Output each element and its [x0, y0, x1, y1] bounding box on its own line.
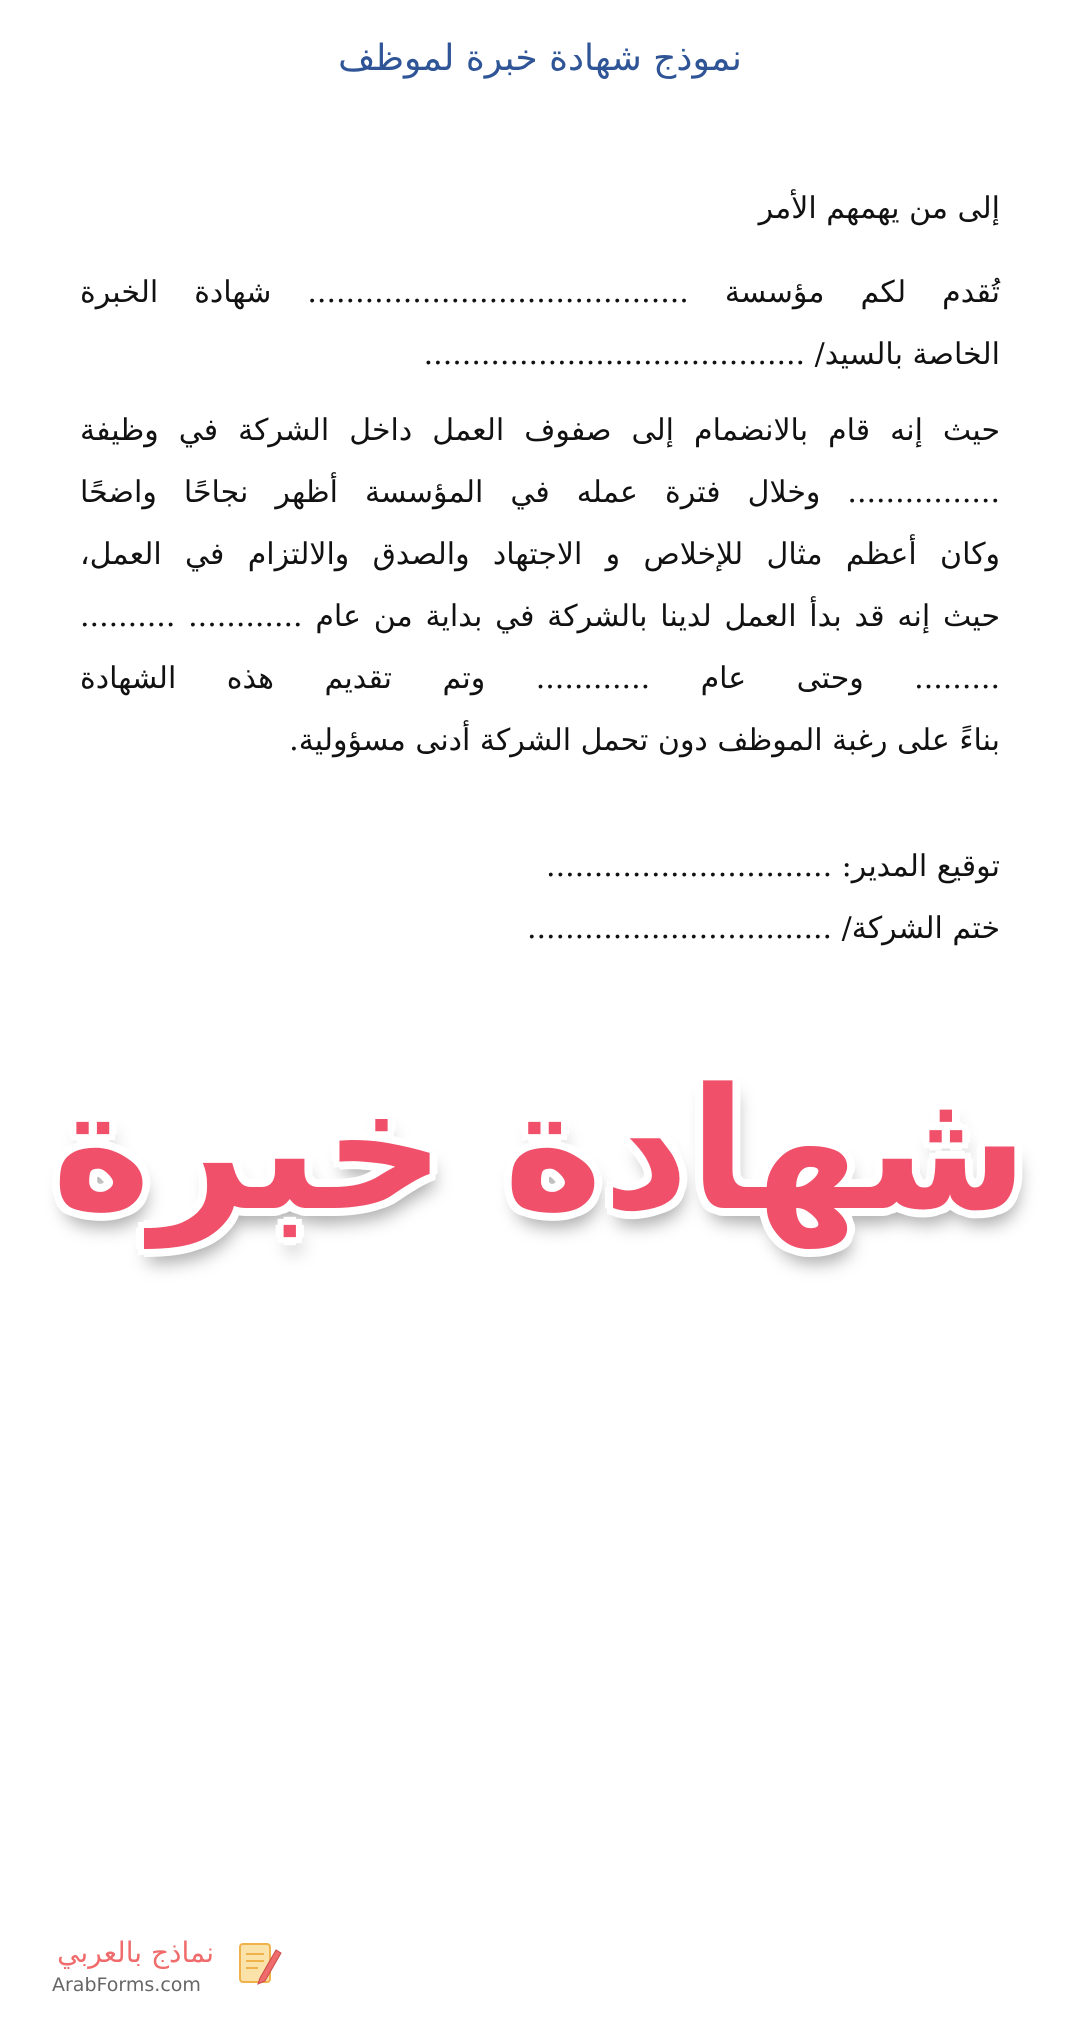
document-title: نموذج شهادة خبرة لموظف — [338, 38, 742, 79]
intro-line: تُقدم لكم مؤسسة ........................................ شهادة الخبرة — [80, 275, 1000, 310]
salutation-line: إلى من يهمهم الأمر — [758, 191, 1000, 226]
intro-paragraph — [80, 262, 1000, 386]
intro-line: الخاصة بالسيد/ ........................................ — [423, 337, 1000, 372]
brand-logo — [38, 1936, 268, 2002]
salutation — [80, 178, 1000, 240]
stamp-heading: شهادة خبرة — [51, 1052, 1029, 1248]
body-line: بناءً على رغبة الموظف دون تحمل الشركة أدنى مسؤولية. — [289, 723, 1000, 758]
body-line: ......... وحتى عام ............ وتم تقديم هذه الشهادة — [80, 661, 1000, 696]
body-line: حيث إنه قام بالانضمام إلى صفوف العمل داخل الشركة في وظيفة — [80, 413, 1000, 448]
pencil-notepad-icon — [238, 1940, 282, 1988]
body-line: وكان أعظم مثال للإخلاص و الاجتهاد والصدق والالتزام في العمل، — [80, 537, 1000, 572]
body-paragraph — [80, 400, 1000, 772]
brand-latin-name: ArabForms.com — [52, 1974, 201, 1996]
manager-signature-line: توقيع المدير: .............................. — [546, 849, 1000, 884]
brand-arabic-name: نماذج بالعربي — [57, 1936, 214, 1969]
company-stamp-line: ختم الشركة/ ................................ — [526, 911, 1000, 946]
body-line: حيث إنه قد بدأ العمل لدينا بالشركة في بداية من عام ............ .......... — [80, 599, 1000, 634]
body-line: ................ وخلال فترة عمله في المؤسسة أظهر نجاحًا واضحًا — [80, 475, 1000, 510]
signature-block — [80, 836, 1000, 960]
